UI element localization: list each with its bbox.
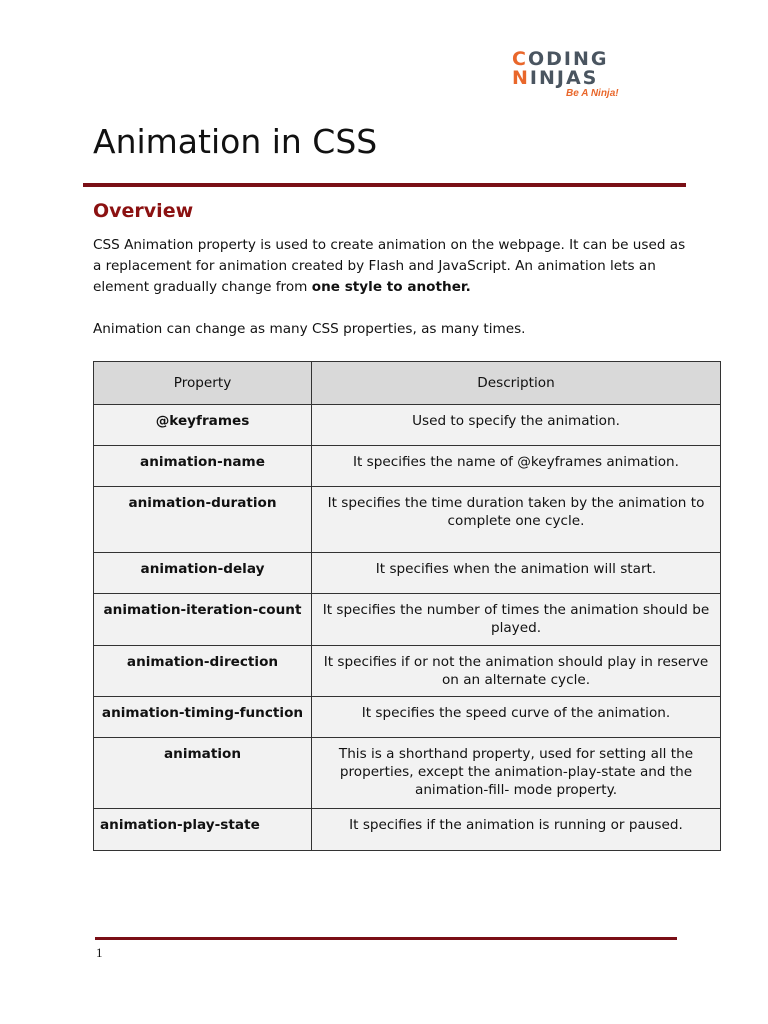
page-number: 1 [96,945,103,960]
property-cell: animation-direction [94,646,312,697]
table-row [94,446,721,487]
description-cell: It specifies the time duration taken by the animation to complete one cycle. [312,487,721,553]
property-cell: @keyframes [94,405,312,446]
description-cell: It specifies the number of times the animation should be played. [312,594,721,646]
table-row [94,553,721,594]
description-cell: It specifies the speed curve of the animation. [312,697,721,738]
header-property: Property [94,362,312,405]
description-cell: It specifies the name of @keyframes animation. [312,446,721,487]
overview-paragraph-1-text: CSS Animation property is used to create animation on the webpage. It can be used as a replacement for animation created by Flash and JavaScript. An animation lets an element gradually change from [93,237,686,295]
description-cell: This is a shorthand property, used for setting all the properties, except the animation-play-state and the animation-fill- mode property. [312,738,721,809]
property-cell: animation-play-state [94,809,312,851]
overview-paragraph-1 [93,235,693,298]
footer-divider [95,937,677,940]
table-row [94,738,721,809]
description-cell: It specifies if the animation is running or paused. [312,809,721,851]
description-cell: It specifies if or not the animation should play in reserve on an alternate cycle. [312,646,721,697]
description-cell: Used to specify the animation. [312,405,721,446]
property-cell: animation-delay [94,553,312,594]
property-cell: animation [94,738,312,809]
table-row [94,487,721,553]
table-header-row [94,362,721,405]
table-row [94,809,721,851]
title-divider [83,183,686,187]
header-description: Description [312,362,721,405]
overview-paragraph-2: Animation can change as many CSS properties, as many times. [93,321,526,337]
properties-table [93,361,721,851]
property-cell: animation-name [94,446,312,487]
logo-line-1: CODING [512,48,609,70]
coding-ninjas-logo [510,50,632,104]
logo-line-2: NINJAS [512,67,599,89]
overview-paragraph-1-bold: one style to another. [311,279,471,295]
page-title: Animation in CSS [93,122,378,161]
table-row [94,697,721,738]
description-cell: It specifies when the animation will start. [312,553,721,594]
property-cell: animation-iteration-count [94,594,312,646]
table-row [94,405,721,446]
property-cell: animation-timing-function [94,697,312,738]
table-row [94,594,721,646]
logo-tagline: Be A Ninja! [566,88,619,99]
overview-heading: Overview [93,200,194,222]
property-cell: animation-duration [94,487,312,553]
table-row [94,646,721,697]
